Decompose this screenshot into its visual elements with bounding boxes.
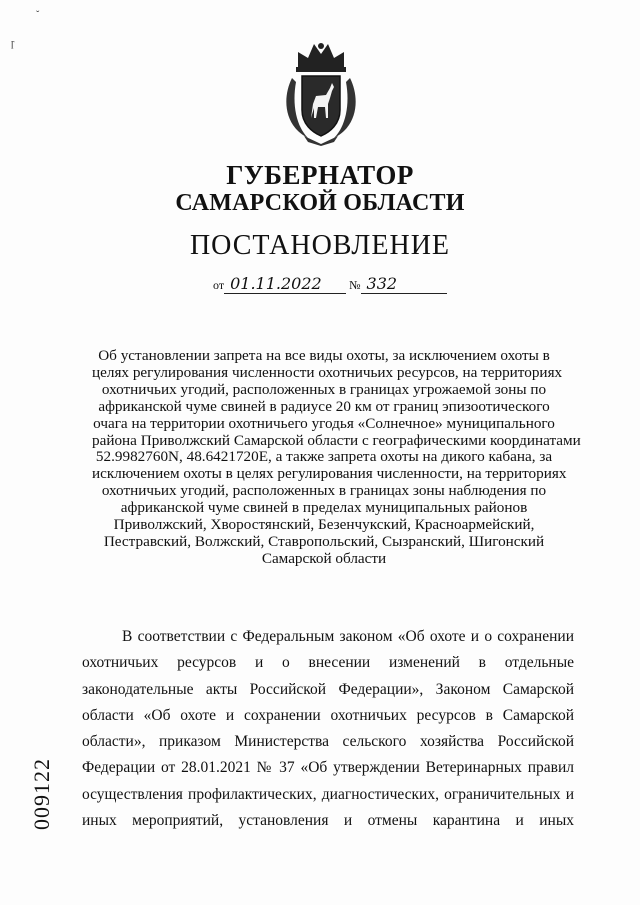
subject-line: Об установлении запрета на все виды охоты, за исключением охоты в [98,347,550,364]
body-line: области «Об охоте и сохранении охотничьих ресурсов в Самарской [82,706,574,724]
scan-mark: ɼ [11,38,15,49]
body-line: Федерации от 28.01.2021 № 37 «Об утверждении Ветеринарных правил [82,759,574,777]
date-prefix: от [213,278,225,292]
scan-mark: ˇ [36,10,40,21]
samara-coat-of-arms-icon [278,38,364,146]
document-type-title: ПОСТАНОВЛЕНИЕ [189,230,451,261]
subject-line: Самарской области [261,549,387,567]
body-line: области», приказом Министерства сельского хозяйства Российской [82,733,574,751]
subject-line: Приволжский, Хворостянский, Безенчукский, Красноармейский, [113,516,535,534]
issuer-title: ГУБЕРНАТОР [226,160,414,190]
issuer-region: САМАРСКОЙ ОБЛАСТИ [175,190,465,216]
subject-line: африканской чуме свиней в пределах муниципальных районов [120,499,528,517]
date-number-line [213,274,447,294]
body-line: законодательные акты Российской Федерации», Законом Самарской [82,680,574,698]
date-value: 01.11.2022 [224,274,346,294]
subject-line: целях регулирования численности охотничьих ресурсов, на территориях [92,363,563,381]
subject-line: 52.9982760N, 48.6421720E, а также запрета охоты на дикого кабана, за [95,448,553,466]
body-line: В соответствии с Федеральным законом «Об охоте и о сохранении [122,628,574,645]
body-line: охотничьих ресурсов и о внесении изменений в отдельные [82,654,574,672]
registration-number-stamp: 009122 [29,758,54,830]
body-line: иных мероприятий, установления и отмены карантина и иных [82,812,574,830]
subject-line: африканской чуме свиней в радиусе 20 км от границ эпизоотического [98,397,550,415]
subject-line: очага на территории охотничьего угодья «Солнечное» муниципального [93,414,555,432]
subject-line: Пестравский, Волжский, Ставропольский, Сызранский, Шигонский [103,532,545,550]
subject-line: охотничьих угодий, расположенных в границах угрожаемой зоны по [101,380,547,398]
number-prefix: № [349,278,361,292]
document-body [82,624,574,834]
subject-line: района Приволжский Самарской области с географическими координатами [92,431,581,449]
subject-line: охотничьих угодий, расположенных в границах зоны наблюдения по [101,482,547,500]
number-value: 332 [361,274,447,294]
document-subject [92,347,581,568]
body-line: осуществления профилактических, диагностических, ограничительных и [82,785,574,803]
subject-line: исключением охоты в целях регулирования численности, на территориях [92,465,567,483]
